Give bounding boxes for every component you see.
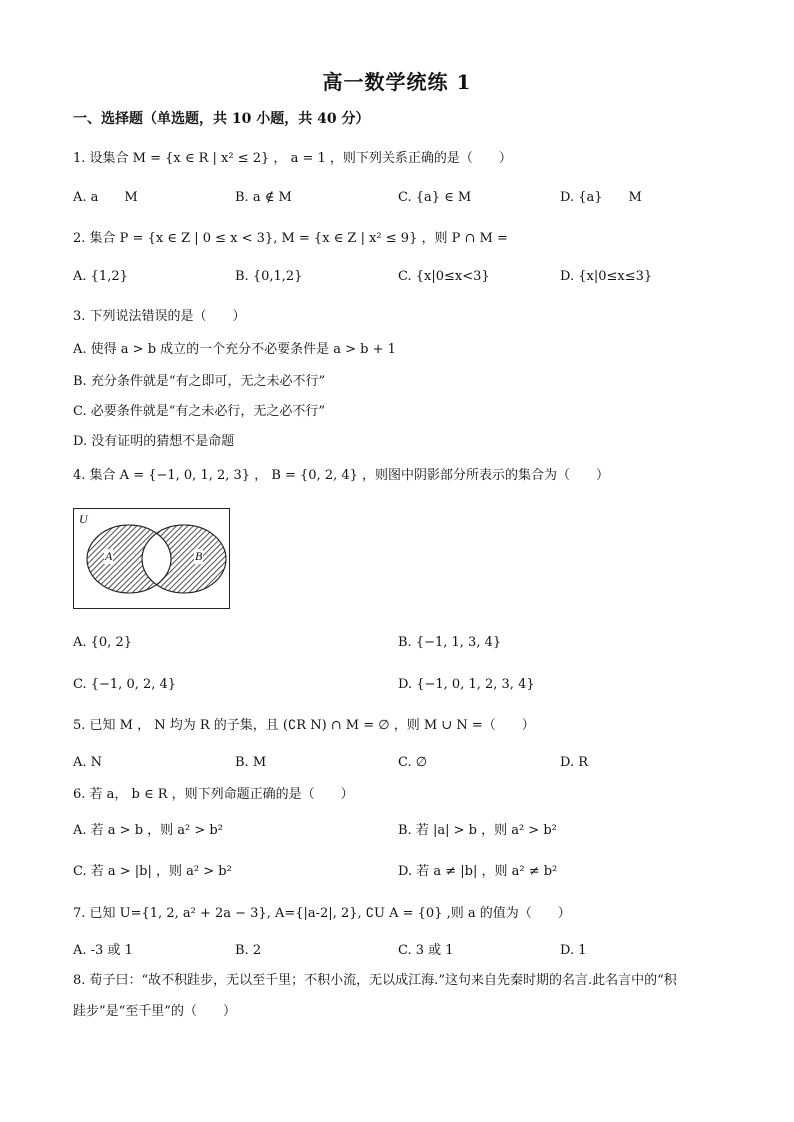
venn-diagram	[73, 508, 230, 609]
q1-option-c: C. {a} ∈ M	[398, 190, 472, 205]
q1-option-a: A. a M	[73, 190, 138, 205]
q5-option-a: A. N	[73, 755, 103, 770]
question-8-line-2: 跬步”是“至千里”的（ ）	[73, 1004, 236, 1019]
q6-option-c: C. 若 a > |b| ，则 a² > b²	[73, 864, 232, 879]
q7-option-d: D. 1	[560, 943, 587, 958]
question-8-line-1: 8. 荀子曰：“故不积跬步，无以至千里；不积小流，无以成江海.”这句来自先秦时期的名言.此名言中的“积	[73, 973, 677, 988]
q7-option-b: B. 2	[235, 943, 262, 958]
q6-option-d: D. 若 a ≠ |b| ，则 a² ≠ b²	[398, 864, 558, 879]
venn-set-a-label: A	[105, 549, 113, 563]
q3-option-b: B. 充分条件就是“有之即可，无之未必不行”	[73, 374, 326, 389]
venn-set-b-label: B	[195, 549, 203, 563]
question-4: 4. 集合 A = {−1, 0, 1, 2, 3} ， B = {0, 2, 4} ，则图中阴影部分所表示的集合为（ ）	[73, 468, 610, 483]
q2-option-b: B. {0,1,2}	[235, 269, 303, 284]
question-1: 1. 设集合 M = {x ∈ R | x² ≤ 2} ， a = 1 ，则下列关系正确的是（ ）	[73, 151, 512, 166]
question-2: 2. 集合 P = {x ∈ Z | 0 ≤ x < 3}, M = {x ∈ Z | x² ≤ 9} ，则 P ∩ M =	[73, 231, 508, 246]
q7-option-c: C. 3 或 1	[398, 943, 454, 958]
q7-option-a: A. -3 或 1	[73, 943, 133, 958]
question-3: 3. 下列说法错误的是（ ）	[73, 309, 246, 324]
q4-option-a: A. {0, 2}	[73, 635, 133, 650]
q5-option-b: B. M	[235, 755, 267, 770]
q4-option-b: B. {−1, 1, 3, 4}	[398, 635, 502, 650]
q4-option-d: D. {−1, 0, 1, 2, 3, 4}	[398, 677, 535, 692]
q2-option-c: C. {x|0≤x<3}	[398, 269, 490, 284]
q1-option-b: B. a ∉ M	[235, 190, 292, 205]
question-5: 5. 已知 M ， N 均为 R 的子集，且 (∁R N) ∩ M = ∅ ，则 M ∪ N =（ ）	[73, 718, 535, 733]
section-heading: 一、选择题（单选题，共 10 小题，共 40 分）	[73, 111, 370, 127]
q5-option-d: D. R	[560, 755, 589, 770]
q6-option-a: A. 若 a > b ，则 a² > b²	[73, 823, 223, 838]
q5-option-c: C. ∅	[398, 755, 428, 770]
q3-option-c: C. 必要条件就是“有之未必行，无之必不行”	[73, 404, 326, 419]
q2-option-d: D. {x|0≤x≤3}	[560, 269, 653, 284]
q3-option-d: D. 没有证明的猜想不是命题	[73, 434, 235, 449]
q2-option-a: A. {1,2}	[73, 269, 128, 284]
q4-option-c: C. {−1, 0, 2, 4}	[73, 677, 177, 692]
question-7: 7. 已知 U={1, 2, a² + 2a − 3}, A={|a-2|, 2}, ∁U A = {0} ,则 a 的值为（ ）	[73, 906, 571, 921]
question-6: 6. 若 a， b ∈ R ，则下列命题正确的是（ ）	[73, 787, 354, 802]
q3-option-a: A. 使得 a > b 成立的一个充分不必要条件是 a > b + 1	[73, 342, 396, 357]
venn-universe-label: U	[79, 512, 88, 526]
q1-option-d: D. {a} M	[560, 190, 642, 205]
q6-option-b: B. 若 |a| > b ，则 a² > b²	[398, 823, 557, 838]
page-title: 高一数学统练 1	[322, 70, 472, 94]
